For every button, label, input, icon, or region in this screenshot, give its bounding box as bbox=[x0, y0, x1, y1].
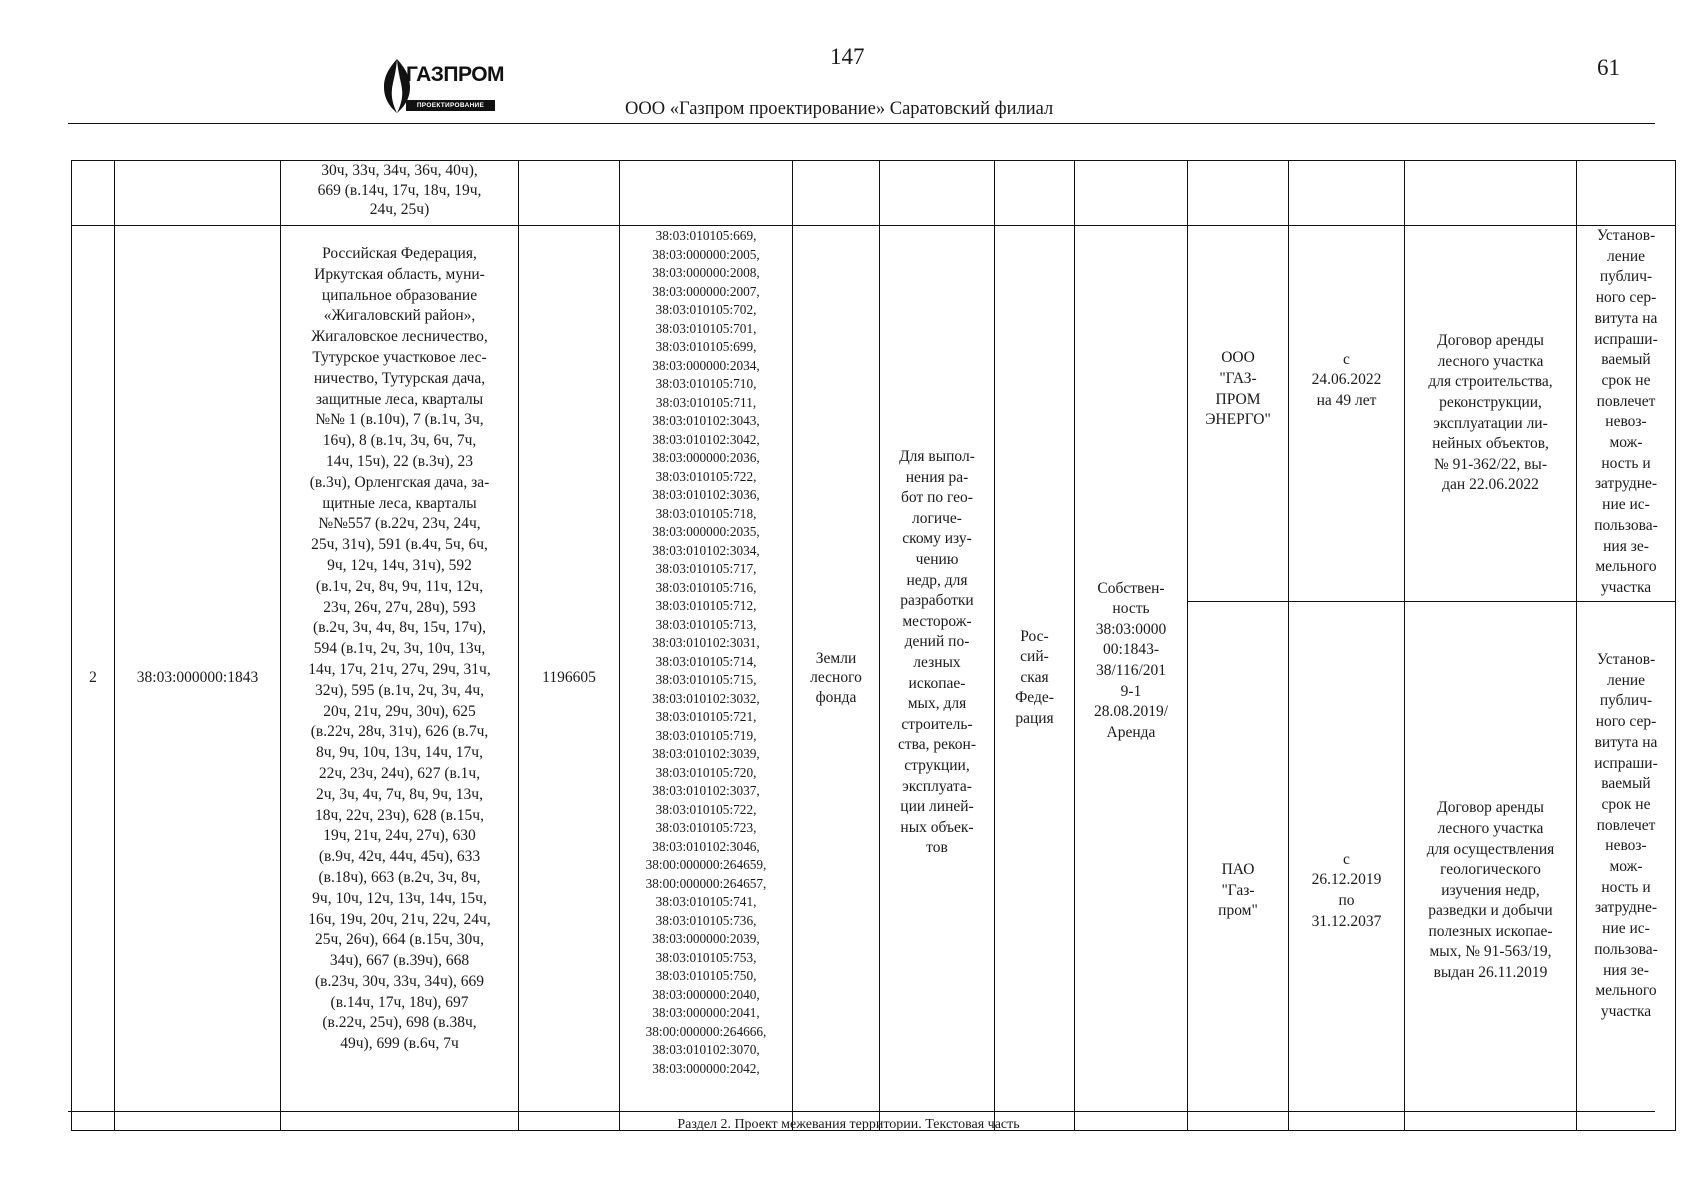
cell bbox=[1188, 161, 1289, 226]
cell bbox=[620, 161, 793, 226]
cell-owner bbox=[995, 226, 1075, 1131]
cell bbox=[115, 161, 281, 226]
logo-title: ГАЗПРОМ bbox=[406, 63, 505, 86]
land-plots-table bbox=[71, 160, 1676, 1131]
cell-cadastral-list bbox=[620, 226, 793, 1131]
cell-basis-1 bbox=[1405, 226, 1577, 602]
owner-text: Рос- сий- ская Феде- рация bbox=[1015, 627, 1054, 727]
cell-term-1 bbox=[1289, 226, 1405, 602]
cell-term-2 bbox=[1289, 602, 1405, 1131]
cell bbox=[1405, 161, 1577, 226]
note-2-text: Установ- ление публич- ного сер- витута на испраши- ваемый срок не повлечет невоз- мож- ность и затрудне- ние ис- пользова- ния зе- мельного участка bbox=[1594, 651, 1658, 1020]
table-row bbox=[72, 226, 1676, 602]
page-number-top: 147 bbox=[830, 44, 865, 69]
cell-area: 1196605 bbox=[519, 226, 620, 1131]
footer-text: Раздел 2. Проект межевания территории. Текстовая часть bbox=[677, 1117, 1020, 1132]
right-text: Собствен- ность 38:03:0000 00:1843- 38/116/201 9-1 28.08.2019/ Аренда bbox=[1093, 579, 1169, 741]
cell bbox=[880, 161, 995, 226]
header-rule bbox=[68, 123, 1655, 124]
basis-2-text: Договор аренды лесного участка для осуществления геологического изучения недр, разведки и добычи полезных ископае- мых, № 91-563/19, выдан 26.11.2019 bbox=[1426, 799, 1555, 982]
cell bbox=[1289, 161, 1405, 226]
land-category-text: Земли лесного фонда bbox=[810, 649, 862, 706]
term-2-text: с 26.12.2019 по 31.12.2037 bbox=[1311, 850, 1382, 930]
cell-location bbox=[281, 226, 519, 1131]
cadastral-list-text: 38:03:010105:669, 38:03:000000:2005, 38:03:000000:2008, 38:03:000000:2007, 38:03:010105:702, 38:03:010105:701, 38:03:010105:699, 38:03:000000:2034, 38:03:010105:710, 38:03:010105:711, 38:03:010102:3043, 38:03:010102:3042, 38:03:000000:2036, 38:03:010105:722, 38:03:010102:3036, 38:03:010105:718, 38:03:000000:2035, 38:03:010102:3034, 38:03:010105:717, 38:03:010105:716, 38:03:010105:712, 38:03:010105:713, 38:03:010102:3031, 38:03:010105:714, 38:03:010105:715, 38:03:010102:3032, 38:03:010105:721, 38:03:010105:719, 38:03:010102:3039, 38:03:010105:720, 38:03:010102:3037, 38:03:010105:722, 38:03:010105:723, 38:03:010102:3046, 38:00:000000:264659, 38:00:000000:264657, 38:03:010105:741, 38:03:010105:736, 38:03:000000:2039, 38:03:010105:753, 38:03:010105:750, 38:03:000000:2040, 38:03:000000:2041, 38:00:000000:264666, 38:03:010102:3070, 38:03:000000:2042, bbox=[645, 228, 767, 1076]
cell bbox=[995, 161, 1075, 226]
cell-note-2 bbox=[1577, 602, 1676, 1131]
logo-subtitle: ПРОЕКТИРОВАНИЕ bbox=[406, 100, 495, 111]
footer-rule bbox=[68, 1111, 1655, 1112]
cell bbox=[1577, 161, 1676, 226]
cell-holder-1 bbox=[1188, 226, 1289, 602]
organization-name: ООО «Газпром проектирование» Саратовский филиал bbox=[625, 99, 1054, 119]
holder-1-text: ООО "ГАЗ- ПРОМ ЭНЕРГО" bbox=[1205, 349, 1271, 429]
cell bbox=[793, 161, 880, 226]
cell-holder-2 bbox=[1188, 602, 1289, 1131]
cell-location-continuation bbox=[281, 161, 519, 226]
location-text: Российская Федерация, Иркутская область, муни- ципальное образование «Жигаловский район», Жигаловское лесничество, Тутурское участковое лес- ничество, Тутурская дача, защитные леса, кварталы №№ 1 (в.10ч), 7 (в.1ч, 3ч, 16ч), 8 (в.1ч, 3ч, 6ч, 7ч, 14ч, 15ч), 22 (в.3ч), 23 (в.3ч), Орленгская дача, за- щитные леса, кварталы №№557 (в.22ч, 23ч, 24ч, 25ч, 31ч), 591 (в.4ч, 5ч, 6ч, 9ч, 12ч, 14ч, 31ч), 592 (в.1ч, 2ч, 8ч, 9ч, 11ч, 12ч, 23ч, 26ч, 27ч, 28ч), 593 (в.2ч, 3ч, 4ч, 8ч, 15ч, 17ч), 594 (в.1ч, 2ч, 3ч, 10ч, 13ч, 14ч, 17ч, 21ч, 27ч, 29ч, 31ч, 32ч), 595 (в.1ч, 2ч, 3ч, 4ч, 20ч, 21ч, 29ч, 30ч), 625 (в.22ч, 28ч, 31ч), 626 (в.7ч, 8ч, 9ч, 10ч, 13ч, 14ч, 17ч, 22ч, 23ч, 24ч), 627 (в.1ч, 2ч, 3ч, 4ч, 7ч, 8ч, 9ч, 13ч, 18ч, 22ч, 23ч), 628 (в.15ч, 19ч, 21ч, 24ч, 27ч), 630 (в.9ч, 42ч, 44ч, 45ч), 633 (в.18ч), 663 (в.2ч, 3ч, 8ч, 9ч, 10ч, 12ч, 13ч, 14ч, 15ч, 16ч, 19ч, 20ч, 21ч, 22ч, 24ч, 25ч, 26ч), 664 (в.15ч, 30ч, 34ч), 667 (в.39ч), 668 (в.23ч, 30ч, 33ч, 34ч), 669 (в.14ч, 17ч, 18ч), 697 (в.22ч, 25ч), 698 (в.38ч, 49ч), 699 (в.6ч, 7ч bbox=[308, 245, 491, 1053]
cell-note-1 bbox=[1577, 226, 1676, 602]
purpose-text: Для выпол- нения ра- бот по гео- логиче- скому изу- чению недр, для разработки месторож- дений по- лезных ископае- мых, для строитель- ства, рекон- струкции, эксплуата- ции линей- ных объек- тов bbox=[898, 448, 976, 857]
term-1-text: с 24.06.2022 на 49 лет bbox=[1311, 350, 1382, 409]
note-1-text: Установ- ление публич- ного сер- витута на испраши- ваемый срок не повлечет невоз- мож- ность и затрудне- ние ис- пользова- ния зе- мельного участка bbox=[1594, 227, 1658, 596]
cell bbox=[519, 161, 620, 226]
cell bbox=[1075, 161, 1188, 226]
cell-cadastral-number: 38:03:000000:1843 bbox=[115, 226, 281, 1131]
location-continuation-text: 30ч, 33ч, 34ч, 36ч, 40ч), 669 (в.14ч, 17ч, 18ч, 19ч, 24ч, 25ч) bbox=[317, 162, 482, 219]
cell-right bbox=[1075, 226, 1188, 1131]
basis-1-text: Договор аренды лесного участка для строительства, реконструкции, эксплуатации ли- нейных объектов, № 91-362/22, вы- дан 22.06.2022 bbox=[1428, 332, 1553, 494]
cell bbox=[72, 161, 115, 226]
cell-land-category bbox=[793, 226, 880, 1131]
holder-2-text: ПАО "Газ- пром" bbox=[1218, 861, 1258, 920]
cell-row-number: 2 bbox=[72, 226, 115, 1131]
cell-purpose bbox=[880, 226, 995, 1131]
gazprom-logo bbox=[380, 55, 505, 121]
table-row-continuation bbox=[72, 161, 1676, 226]
page-number-right: 61 bbox=[1597, 55, 1620, 80]
cell-basis-2 bbox=[1405, 602, 1577, 1131]
